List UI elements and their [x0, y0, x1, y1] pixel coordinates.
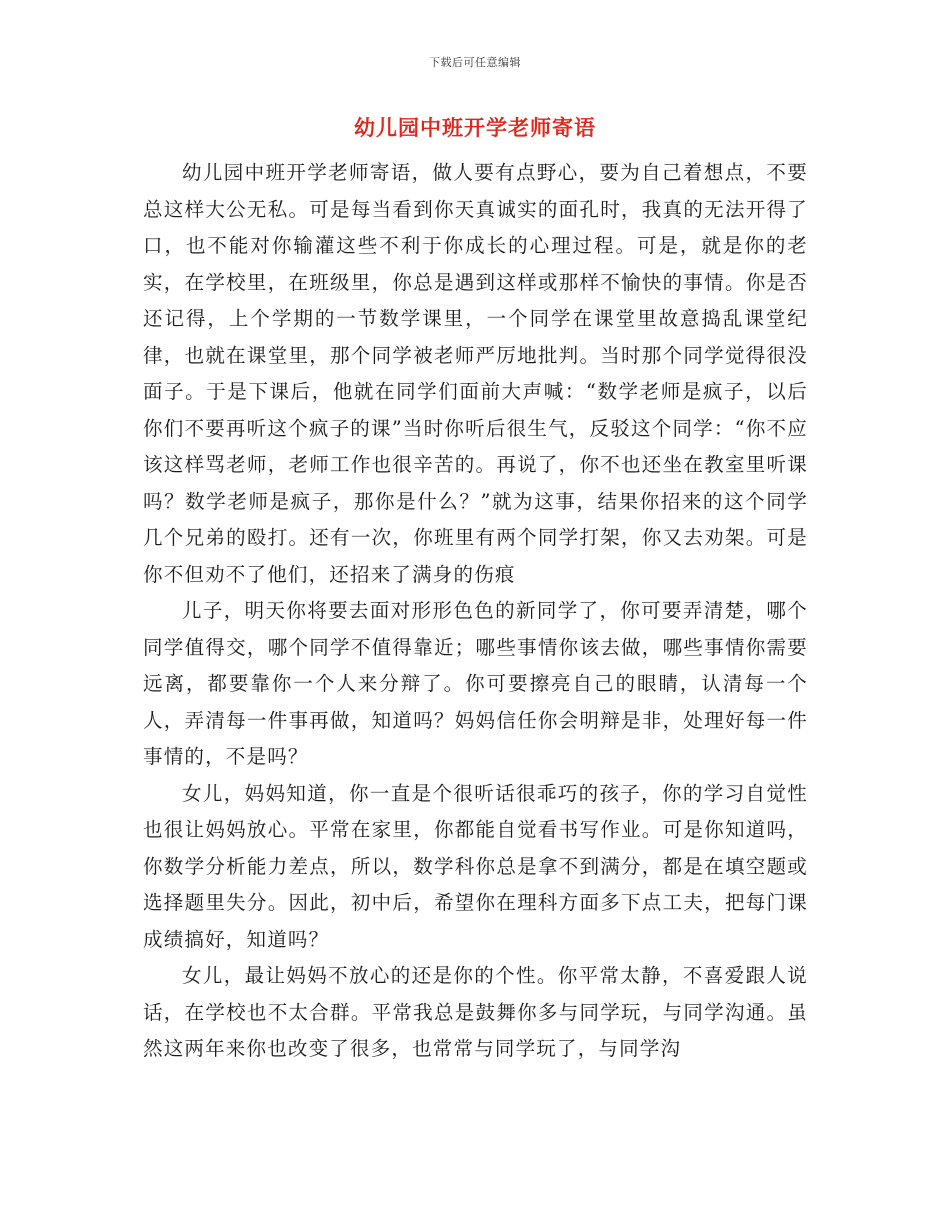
document-title: 幼儿园中班开学老师寄语 — [354, 115, 596, 140]
document-body — [143, 155, 808, 1068]
paragraph-4: 女儿，最让妈妈不放心的还是你的个性。你平常太静，不喜爱跟人说话，在学校也不太合群。平常我总是鼓舞你多与同学玩，与同学沟通。虽然这两年来你也改变了很多，也常常与同学玩了，与同学沟 — [143, 964, 808, 1060]
paragraph-1: 幼儿园中班开学老师寄语，做人要有点野心，要为自己着想点，不要总这样大公无私。可是每当看到你天真诚实的面孔时，我真的无法开得了口，也不能对你输灌这些不利于你成长的心理过程。可是，就是你的老实，在学校里，在班级里，你总是遇到这样或那样不愉快的事情。你是否还记得，上个学期的一节数学课里，一个同学在课堂里故意捣乱课堂纪律，也就在课堂里，那个同学被老师严厉地批判。当时那个同学觉得很没面子。于是下课后，他就在同学们面前大声喊：“数学老师是疯子，以后你们不要再听这个疯子的课”当时你听后很生气，反驳这个同学：“你不应该这样骂老师，老师工作也很辛苦的。再说了，你不也还坐在教室里听课吗？数学老师是疯子，那你是什么？”就为这事，结果你招来的这个同学几个兄弟的殴打。还有一次，你班里有两个同学打架，你又去劝架。可是你不但劝不了他们，还招来了满身的伤痕 — [143, 161, 808, 586]
paragraph-3: 女儿，妈妈知道，你一直是个很听话很乖巧的孩子，你的学习自觉性也很让妈妈放心。平常在家里，你都能自觉看书写作业。可是你知道吗，你数学分析能力差点，所以，数学科你总是拿不到满分，都是在填空题或选择题里失分。因此，初中后，希望你在理科方面多下点工夫，把每门课成绩搞好，知道吗？ — [143, 781, 808, 951]
page-header: 下载后可任意编辑 — [429, 56, 521, 69]
paragraph-2: 儿子，明天你将要去面对形形色色的新同学了，你可要弄清楚，哪个同学值得交，哪个同学不值得靠近；哪些事情你该去做，哪些事情你需要远离，都要靠你一个人来分辩了。你可要擦亮自己的眼睛，认清每一个人，弄清每一件事再做，知道吗？妈妈信任你会明辩是非，处理好每一件事情的，不是吗？ — [143, 599, 808, 768]
